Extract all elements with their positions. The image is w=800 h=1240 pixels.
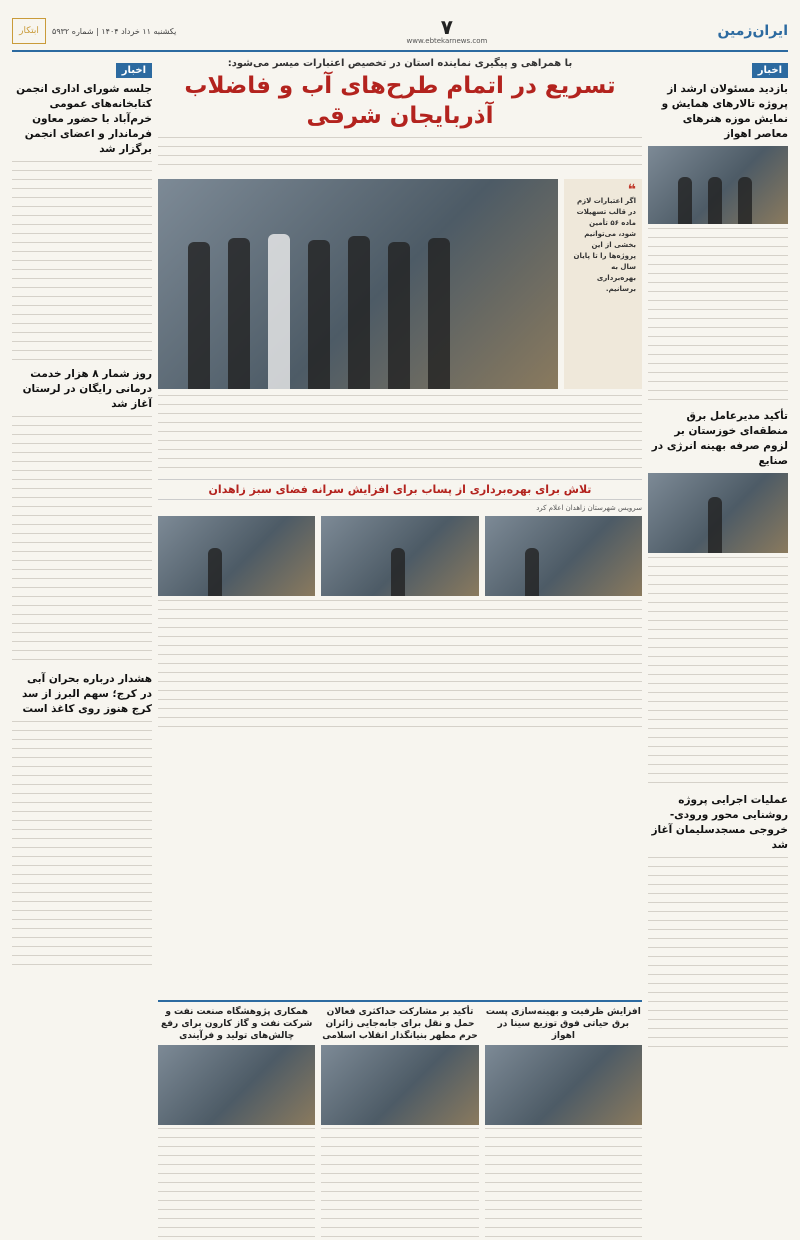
right-story-2-title: تأکید مدیرعامل برق منطقه‌ای خوزستان بر لزوم صرفه بهینه انرژی در صنایع (651, 410, 788, 467)
left-story-3-body (12, 721, 152, 971)
left-story-3-title: هشدار درباره بحران آبی در کرج؛ سهم البرز از سد کرج هنوز روی کاغذ است (21, 673, 152, 715)
main-photo (158, 179, 558, 389)
quote-text: اگر اعتبارات لازم در قالب تسهیلات ماده ۵۶ تأمین شود، می‌توانیم بخشی از این پروژه‌ها را تا پایان سال به بهره‌برداری برسانیم. (573, 197, 636, 293)
masthead (12, 12, 788, 52)
news-tag: اخبار (752, 63, 788, 78)
right-story-1-body (648, 228, 788, 403)
lead-text (158, 137, 642, 173)
bottom-item-3-photo (158, 1045, 315, 1125)
quote-box (564, 179, 642, 389)
main-kicker: با همراهی و پیگیری نماینده استان در تخصیص اعتبارات میسر می‌شود: (227, 58, 573, 69)
newspaper-logo: ابتکار (12, 18, 46, 44)
bottom-item-2-photo (321, 1045, 478, 1125)
bottom-item-2-title: تأکید بر مشارکت حداکثری فعالان حمل و نقل برای جابه‌جایی زائران حرم مطهر بنیانگذار انقلاب اسلامی (322, 1007, 478, 1041)
bottom-item-1-title: افزایش ظرفیت و بهینه‌سازی پست برق حیاتی فوق توزیع سینا در اهواز (485, 1007, 641, 1041)
main-body (158, 395, 642, 475)
left-column (12, 58, 152, 1230)
news-tag-left: اخبار (116, 63, 152, 78)
right-story-1-photo (648, 146, 788, 224)
sub-photos (158, 516, 642, 596)
sub-photo-3 (158, 516, 315, 596)
right-story-2-body (648, 557, 788, 787)
right-story-3-title: عملیات اجرایی پروژه روشنایی محور ورودی-خروجی مسجدسلیمان آغاز شد (651, 794, 788, 851)
bottom-item-1-body (485, 1128, 642, 1238)
sub-byline: سرویس شهرستان زاهدان اعلام کرد (536, 504, 642, 512)
section-name: ایران‌زمین (717, 23, 788, 39)
main-photo-block (158, 179, 642, 389)
right-story-1-title: بازدید مسئولان ارشد از پروژه تالارهای همایش و نمایش موزه هنرهای معاصر اهواز (661, 83, 788, 140)
main-headline: تسریع در اتمام طرح‌های آب و فاضلاب آذربایجان شرقی (184, 73, 616, 129)
issue-line: یکشنبه ۱۱ خرداد ۱۴۰۴ | شماره ۵۹۳۲ (52, 26, 177, 36)
left-story-2-body (12, 416, 152, 666)
left-story-1-body (12, 161, 152, 361)
bottom-item-1-photo (485, 1045, 642, 1125)
bottom-item-2-body (321, 1128, 478, 1238)
left-story-2-title: روز شمار ۸ هزار خدمت درمانی رایگان در لرستان آغاز شد (22, 368, 152, 410)
bottom-item-1 (485, 1006, 642, 1230)
left-story-1-title: جلسه شورای اداری انجمن کتابخانه‌های عمومی خرم‌آباد با حضور معاون فرماندار و اعضای انجمن برگزار شد (16, 83, 152, 155)
sub-body (158, 600, 642, 730)
right-story-3-body (648, 857, 788, 1047)
masthead-center (407, 17, 488, 45)
bottom-row (158, 1000, 642, 1230)
bottom-item-3 (158, 1006, 315, 1230)
site-url[interactable]: www.ebtekarnews.com (406, 37, 488, 45)
lead-box (158, 137, 642, 173)
sub-photo-1 (485, 516, 642, 596)
right-story-2-photo (648, 473, 788, 553)
sub-headline: تلاش برای بهره‌برداری از پساب برای افزایش سرانه فضای سبز زاهدان (158, 479, 642, 500)
page-number: ۷ (440, 15, 454, 39)
bottom-item-3-body (158, 1128, 315, 1238)
quote-icon: ❝ (627, 182, 636, 198)
bottom-item-2 (321, 1006, 478, 1230)
bottom-item-3-title: همکاری پژوهشگاه صنعت نفت و شرکت نفت و گاز کارون برای رفع چالش‌های تولید و فرآیندی (160, 1007, 313, 1041)
right-column (648, 58, 788, 1230)
sub-photo-2 (321, 516, 478, 596)
main-article (158, 58, 642, 1230)
masthead-left (12, 18, 176, 44)
